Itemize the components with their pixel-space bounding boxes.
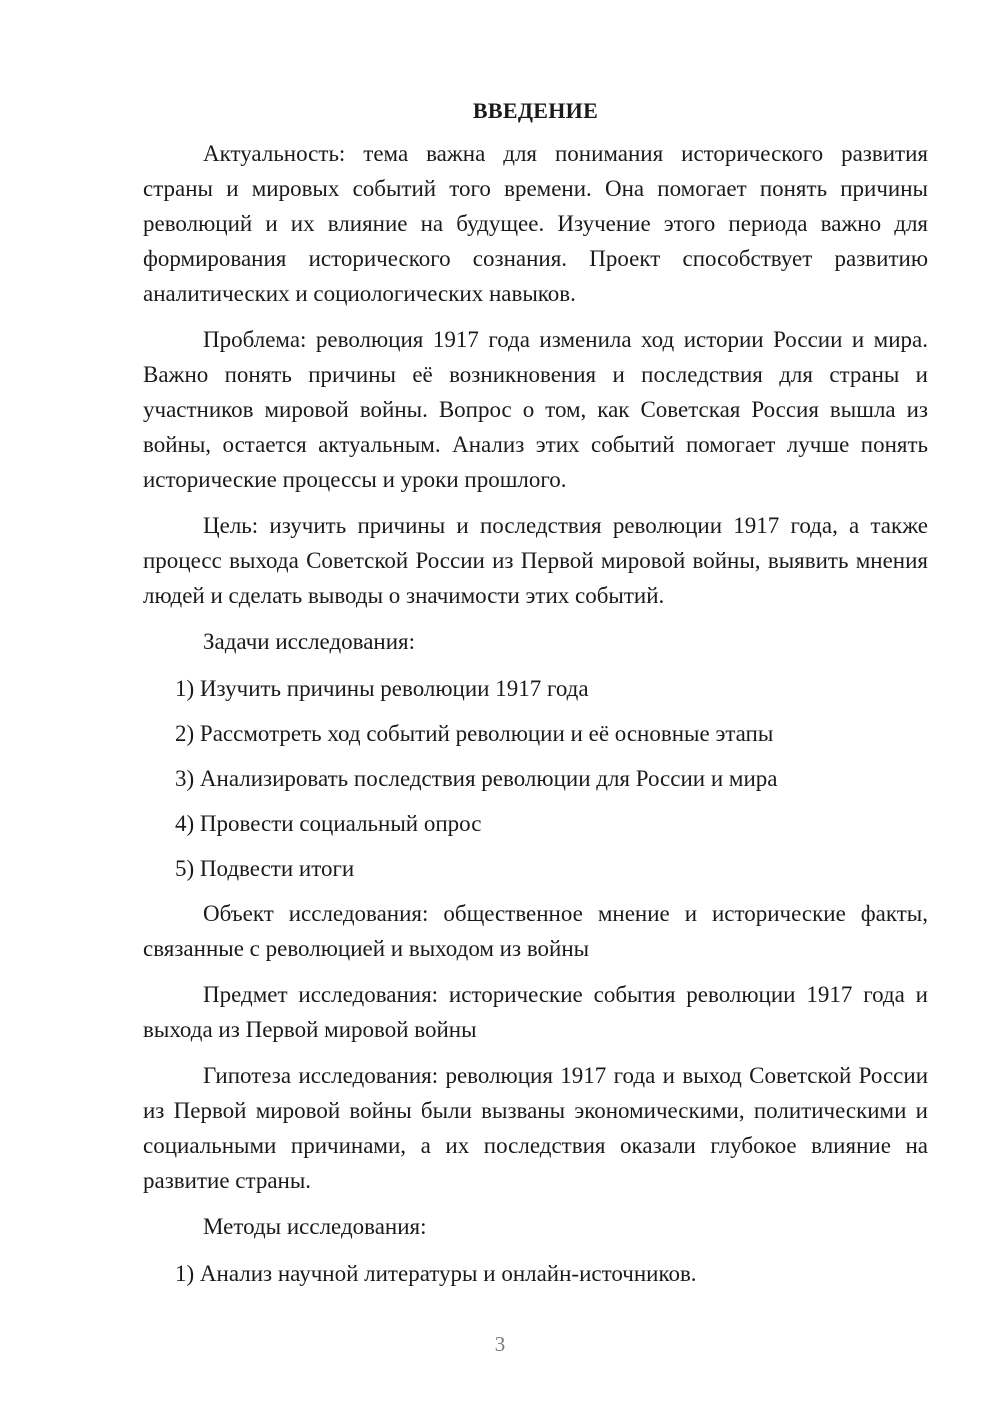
methods-list — [143, 1256, 928, 1291]
object-paragraph: Объект исследования: общественное мнение и исторические факты, связанные с революцией и выходом из войны — [143, 901, 928, 961]
page-heading: ВВЕДЕНИЕ — [472, 98, 599, 123]
methods-title: Методы исследования: — [203, 1214, 427, 1239]
tasks-title: Задачи исследования: — [203, 629, 416, 654]
method-item: 1) Анализ научной литературы и онлайн-источников. — [175, 1261, 697, 1286]
relevance-paragraph: Актуальность: тема важна для понимания исторического развития страны и мировых событий того времени. Она помогает понять причины революций и их влияние на будущее. Изучение этого периода важно для формирования исторического сознания. Проект способствует развитию аналитических и социологических навыков. — [143, 141, 928, 306]
task-item: 2) Рассмотреть ход событий революции и её основные этапы — [175, 721, 774, 746]
hypothesis-paragraph: Гипотеза исследования: революция 1917 года и выход Советской России из Первой мировой войны были вызваны экономическими, политическими и социальными причинами, а их последствия оказали глубокое влияние на развитие страны. — [143, 1063, 928, 1193]
task-item: 5) Подвести итоги — [175, 856, 355, 881]
task-item: 3) Анализировать последствия революции для России и мира — [175, 766, 778, 791]
tasks-list — [143, 671, 928, 886]
task-item: 1) Изучить причины революции 1917 года — [175, 676, 589, 701]
problem-paragraph: Проблема: революция 1917 года изменила ход истории России и мира. Важно понять причины её возникновения и последствия для страны и участников мировой войны. Вопрос о том, как Советская Россия вышла из войны, остается актуальным. Анализ этих событий помогает лучше понять исторические процессы и уроки прошлого. — [143, 327, 928, 492]
goal-paragraph: Цель: изучить причины и последствия революции 1917 года, а также процесс выхода Советской России из Первой мировой войны, выявить мнения людей и сделать выводы о значимости этих событий. — [143, 513, 928, 608]
task-item: 4) Провести социальный опрос — [175, 811, 482, 836]
page-number: 3 — [494, 1332, 506, 1356]
page-content — [143, 93, 928, 1301]
subject-paragraph: Предмет исследования: исторические события революции 1917 года и выхода из Первой мировой войны — [143, 982, 928, 1042]
